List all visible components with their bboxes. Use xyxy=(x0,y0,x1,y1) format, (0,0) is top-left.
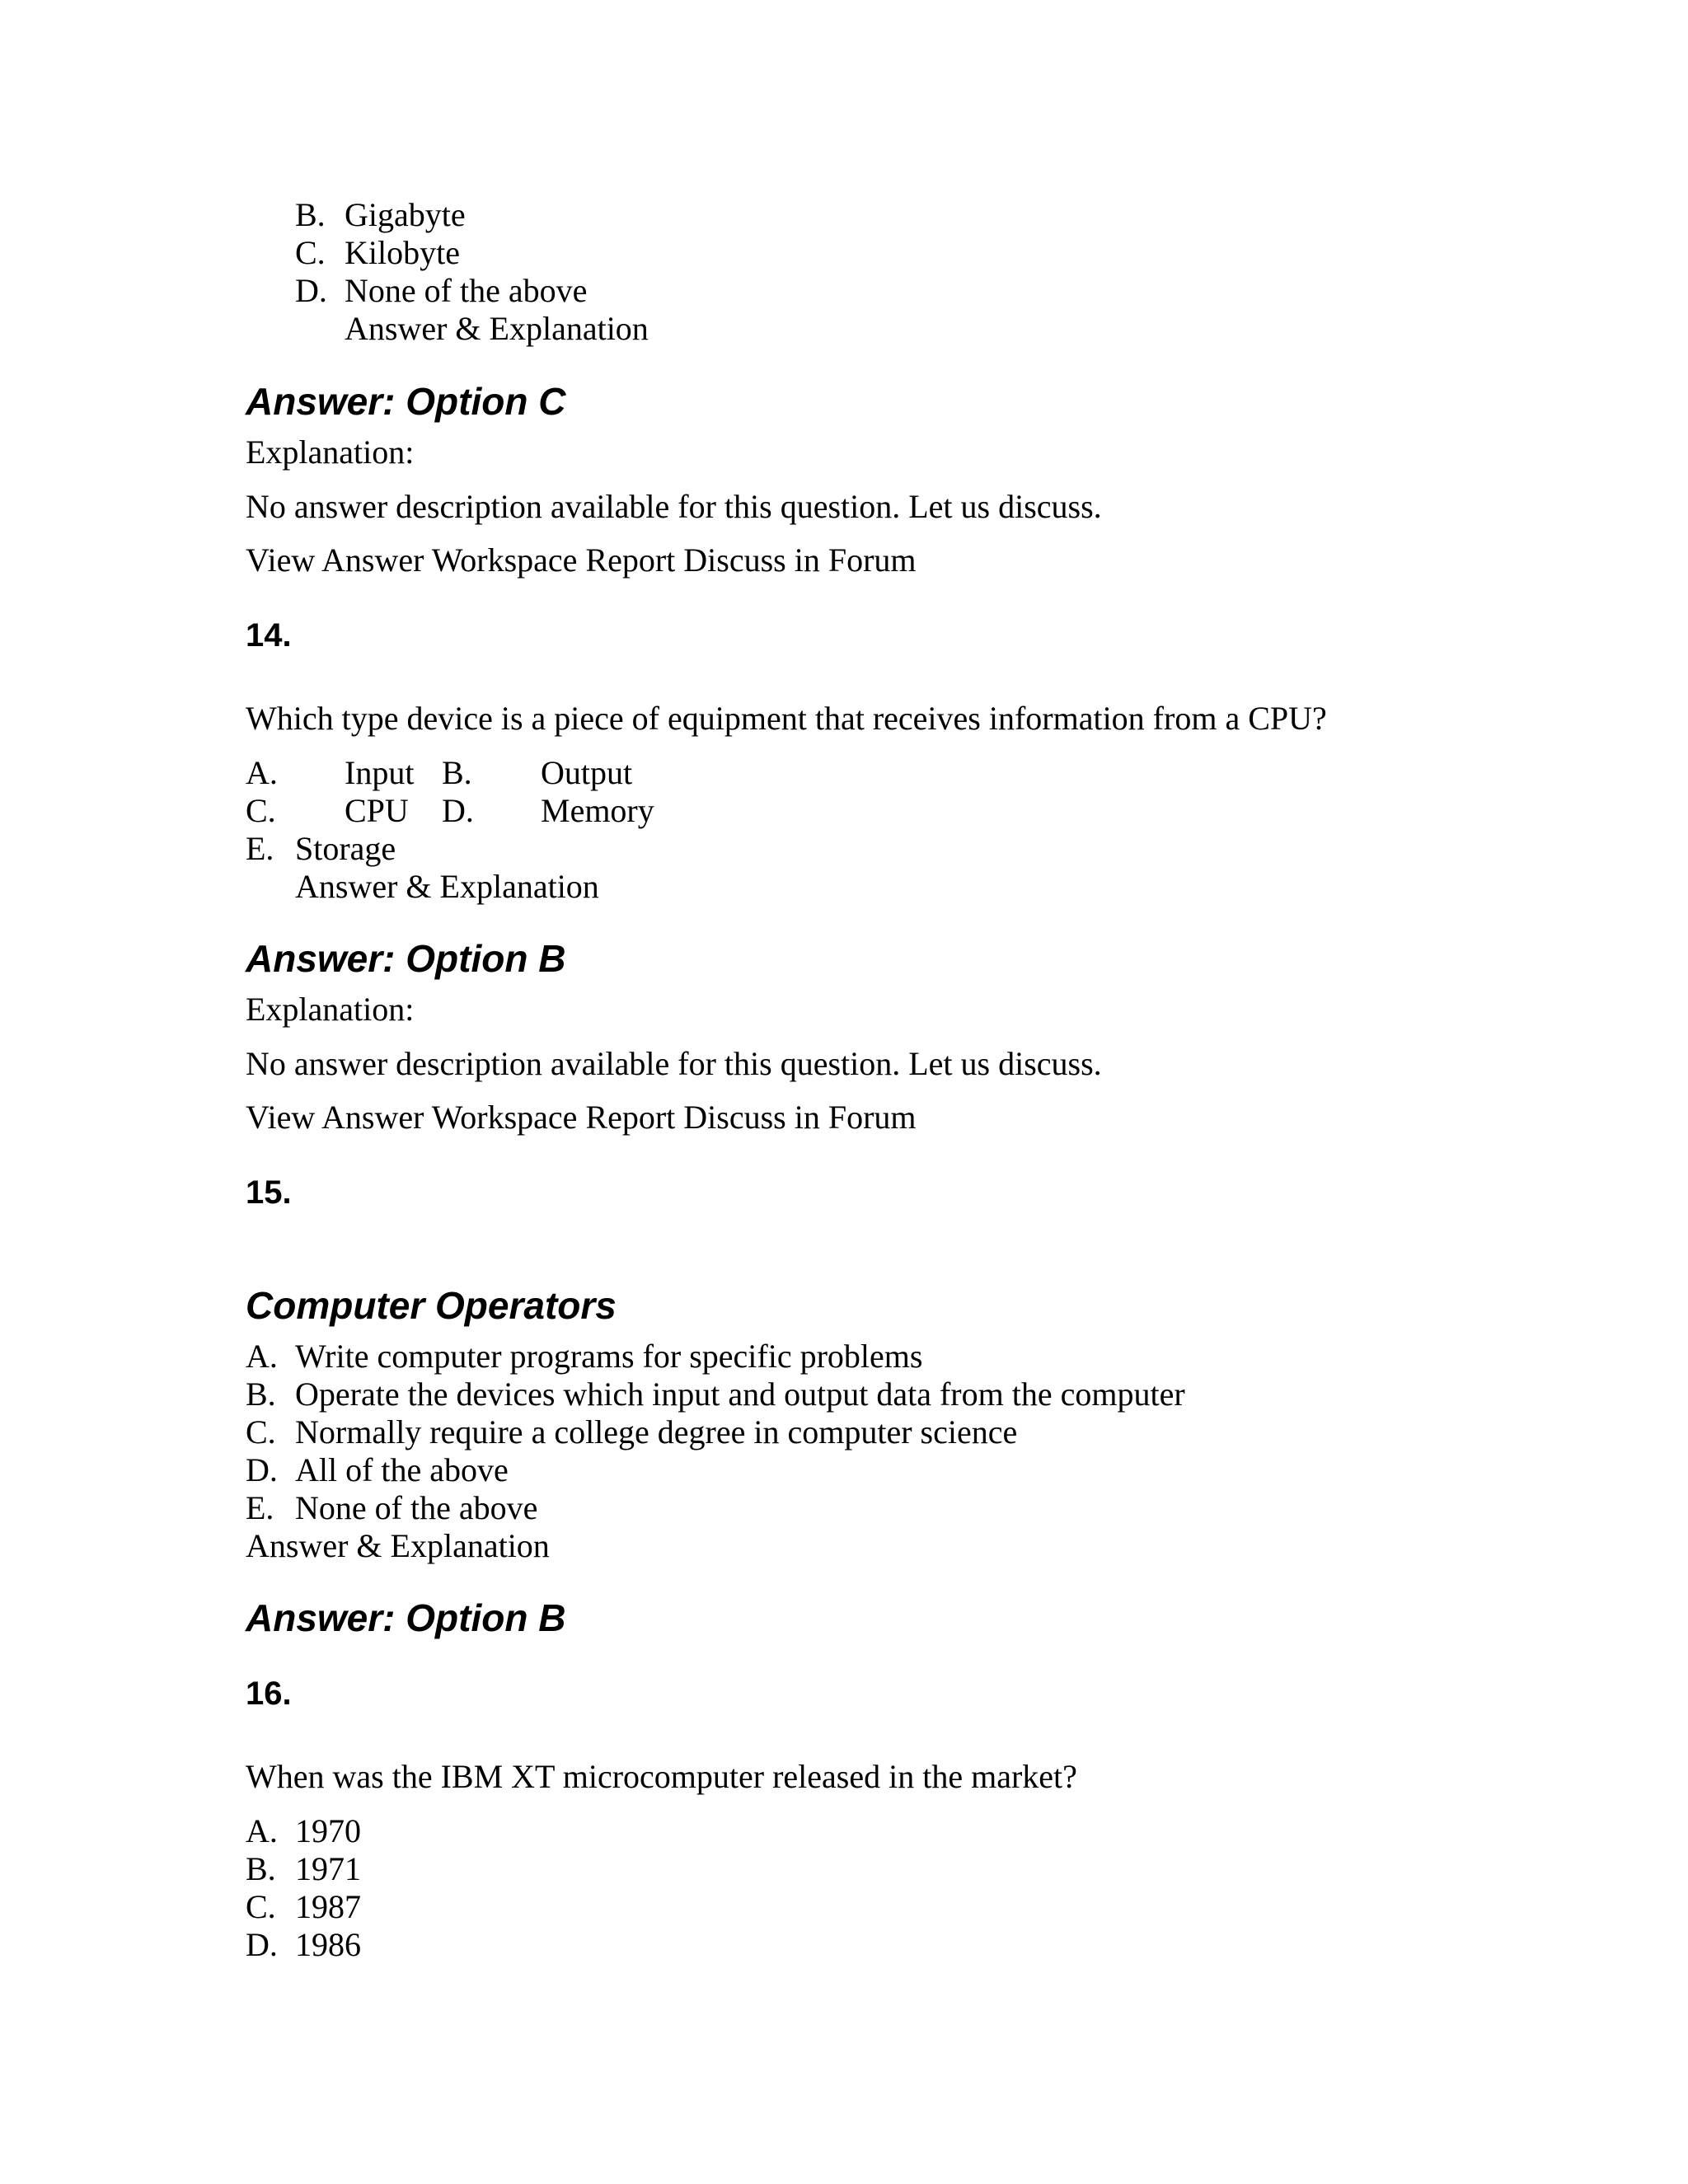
answer-explanation-link[interactable]: Answer & Explanation xyxy=(345,310,649,347)
option-letter: C. xyxy=(246,1888,276,1925)
option-letter: B. xyxy=(246,1850,276,1887)
option-text: Operate the devices which input and output data from the computer xyxy=(295,1376,1185,1413)
explanation-text: No answer description available for this question. Let us discuss. xyxy=(246,1045,1102,1082)
option-letter: D. xyxy=(295,272,327,309)
option-text: Output xyxy=(541,754,633,791)
explanation-label: Explanation: xyxy=(246,434,415,471)
explanation-text: No answer description available for this question. Let us discuss. xyxy=(246,488,1102,525)
answer-heading: Answer: Option B xyxy=(246,937,566,980)
question-number: 14. xyxy=(246,617,292,654)
option-text: Gigabyte xyxy=(345,196,466,233)
option-text: Storage xyxy=(295,830,396,867)
option-text: None of the above xyxy=(295,1489,538,1526)
option-letter: C. xyxy=(246,792,276,829)
option-letter: C. xyxy=(246,1413,276,1451)
option-text: Memory xyxy=(541,792,654,829)
question-number: 16. xyxy=(246,1675,292,1712)
option-text: Normally require a college degree in computer science xyxy=(295,1413,1018,1451)
option-text: All of the above xyxy=(295,1451,509,1488)
answer-explanation-link[interactable]: Answer & Explanation xyxy=(246,1527,550,1564)
option-text: CPU xyxy=(345,792,409,829)
explanation-label: Explanation: xyxy=(246,991,415,1028)
question-text: When was the IBM XT microcomputer released in the market? xyxy=(246,1758,1077,1795)
question-text: Which type device is a piece of equipment that receives information from a CPU? xyxy=(246,700,1327,737)
option-letter: A. xyxy=(246,754,278,791)
option-letter: C. xyxy=(295,234,326,271)
option-letter: B. xyxy=(295,196,326,233)
option-text: 1987 xyxy=(295,1888,361,1925)
option-text: Kilobyte xyxy=(345,234,460,271)
answer-heading: Answer: Option B xyxy=(246,1596,566,1639)
option-text: None of the above xyxy=(345,272,588,309)
question-number: 15. xyxy=(246,1174,292,1211)
answer-actions-links[interactable]: View Answer Workspace Report Discuss in Forum xyxy=(246,541,917,579)
question-heading: Computer Operators xyxy=(246,1284,617,1327)
option-text: 1970 xyxy=(295,1812,361,1849)
option-text: 1971 xyxy=(295,1850,361,1887)
option-letter: D. xyxy=(246,1926,278,1963)
option-text: 1986 xyxy=(295,1926,361,1963)
option-text: Write computer programs for specific problems xyxy=(295,1338,923,1375)
option-letter: E. xyxy=(246,830,274,867)
answer-actions-links[interactable]: View Answer Workspace Report Discuss in Forum xyxy=(246,1099,917,1136)
option-letter: E. xyxy=(246,1489,274,1526)
option-letter: D. xyxy=(246,1451,278,1488)
option-letter: A. xyxy=(246,1338,278,1375)
option-letter: D. xyxy=(442,792,474,829)
option-letter: B. xyxy=(246,1376,276,1413)
option-text: Input xyxy=(345,754,415,791)
answer-explanation-link[interactable]: Answer & Explanation xyxy=(295,868,599,905)
option-letter: A. xyxy=(246,1812,278,1849)
answer-heading: Answer: Option C xyxy=(246,380,566,423)
option-letter: B. xyxy=(442,754,472,791)
